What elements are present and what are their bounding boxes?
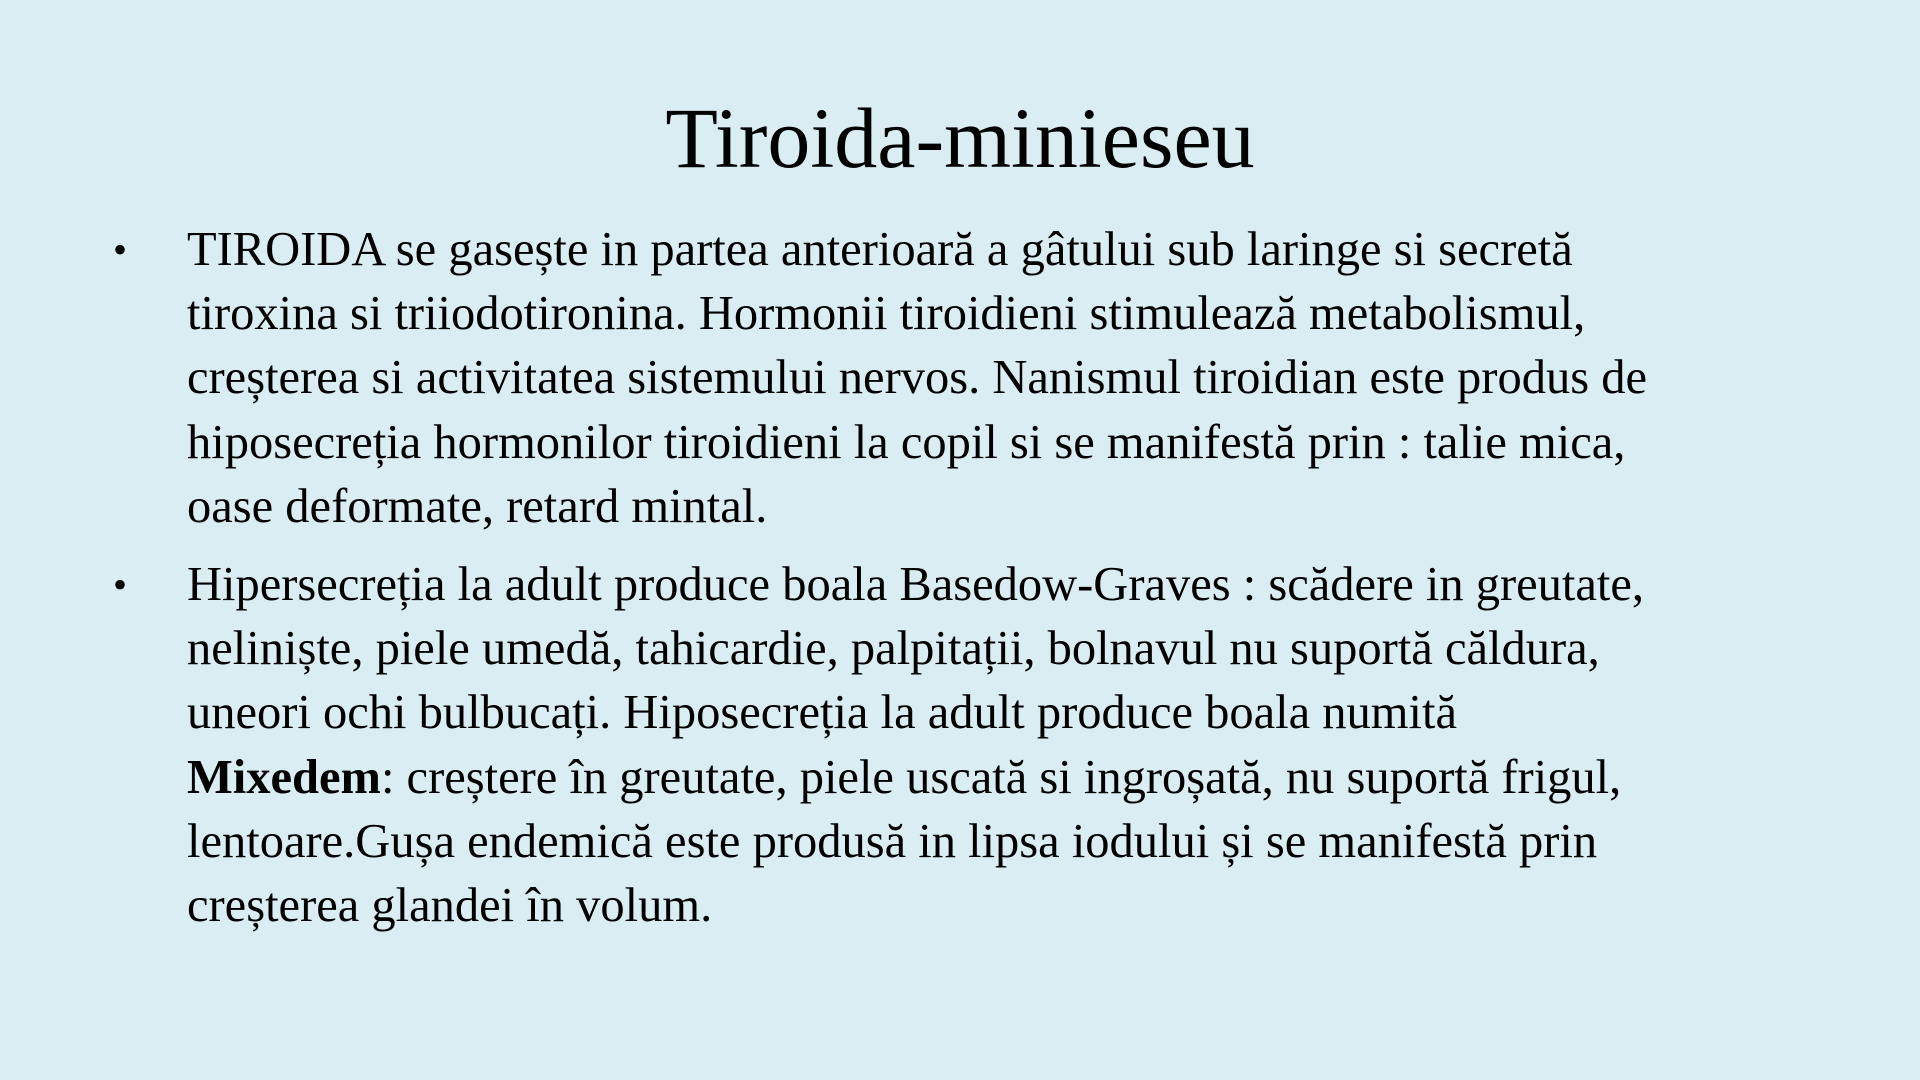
bullet-list xyxy=(110,218,1810,952)
bullet-icon: • xyxy=(113,227,128,272)
text-line: tiroxina si triiodotironina. Hormonii tiroidieni stimulează metabolismul, xyxy=(187,287,1586,341)
text-line: uneori ochi bulbucați. Hiposecreția la adult produce boala numită xyxy=(187,686,1457,740)
bullet-item-thyroid-disorders xyxy=(110,553,1810,938)
text-line-mixedem xyxy=(187,746,1810,810)
text-line: TIROIDA se gasește in partea anterioară a gâtului sub laringe si secretă xyxy=(187,223,1573,276)
bullet-item-thyroid-overview xyxy=(110,218,1810,539)
text-fragment: : creștere în greutate, piele uscată si ingroșată, nu suportă frigul, xyxy=(380,750,1622,804)
text-line: Hipersecreția la adult produce boala Basedow-Graves : scădere in greutate, xyxy=(187,558,1645,612)
slide-title: Tiroida-minieseu xyxy=(665,90,1255,186)
text-line: creșterea glandei în volum. xyxy=(187,879,713,933)
text-line: neliniște, piele umedă, tahicardie, palpitații, bolnavul nu suportă căldura, xyxy=(187,622,1600,676)
text-line: oase deformate, retard mintal. xyxy=(187,479,768,533)
text-line: hiposecreția hormonilor tiroidieni la copil si se manifestă prin : talie mica, xyxy=(187,415,1626,469)
text-line: creșterea si activitatea sistemului nervos. Nanismul tiroidian este produs de xyxy=(187,351,1647,405)
bold-term-mixedem: Mixedem xyxy=(187,750,381,804)
text-line: lentoare.Gușa endemică este produsă in lipsa iodului și se manifestă prin xyxy=(187,814,1598,868)
bullet-icon: • xyxy=(113,562,128,608)
